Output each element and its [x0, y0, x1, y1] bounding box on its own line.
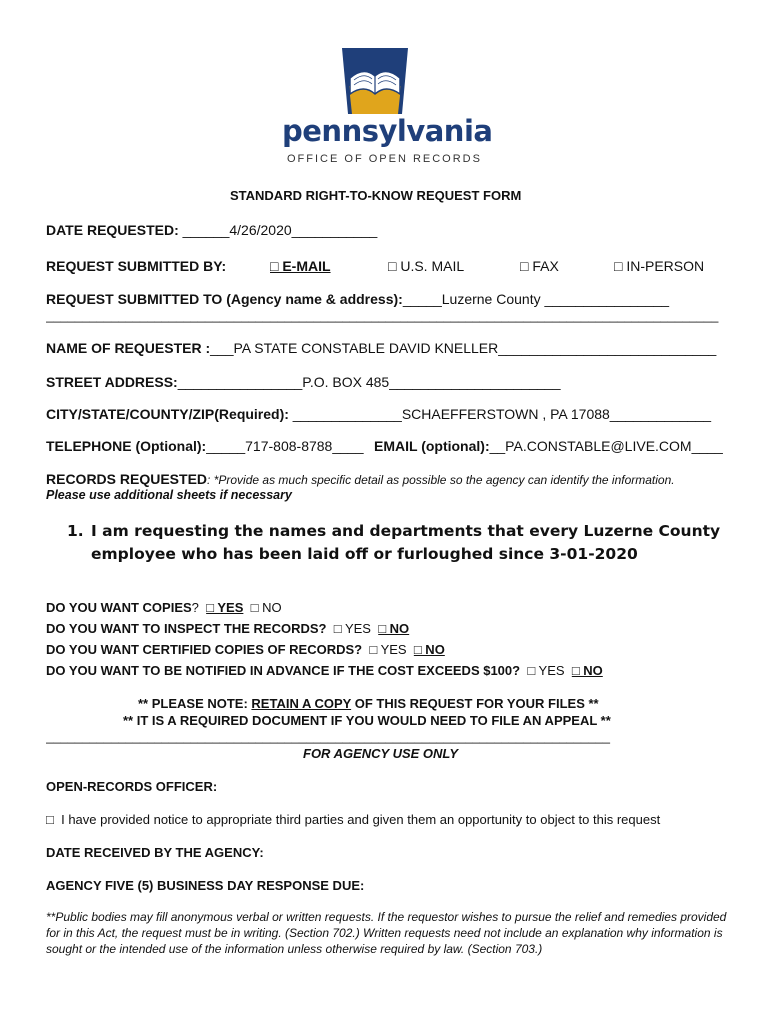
question-row-inspect	[46, 621, 409, 636]
inspect-yes-option[interactable]: □ YES	[333, 621, 371, 636]
city-label: CITY/STATE/COUNTY/ZIP(Required):	[46, 406, 289, 422]
street-value[interactable]: ________________P.O. BOX 485______________________	[177, 374, 561, 390]
retain-copy-note	[138, 696, 599, 711]
notify-no-option[interactable]: □ NO	[571, 663, 603, 678]
records-requested-row	[46, 471, 675, 489]
requester-name-row	[46, 340, 716, 356]
date-received-label: DATE RECEIVED BY THE AGENCY:	[46, 845, 264, 860]
submitted-by-label: REQUEST SUBMITTED BY:	[46, 258, 227, 274]
copies-no-option[interactable]: □ NO	[250, 600, 282, 615]
third-party-checkbox[interactable]: □	[46, 812, 54, 827]
agency-use-heading: FOR AGENCY USE ONLY	[303, 746, 459, 761]
date-requested-value[interactable]: ______4/26/2020___________	[182, 222, 378, 238]
certified-yes-option[interactable]: □ YES	[369, 642, 407, 657]
open-records-officer-label: OPEN-RECORDS OFFICER:	[46, 779, 218, 794]
question-text: DO YOU WANT CERTIFIED COPIES OF RECORDS?	[46, 642, 363, 657]
city-value[interactable]: ______________SCHAEFFERSTOWN , PA 17088_____________	[288, 406, 712, 422]
requester-name-value[interactable]: ___PA STATE CONSTABLE DAVID KNELLER____________________________	[210, 340, 717, 356]
street-label: STREET ADDRESS:	[46, 374, 178, 390]
inspect-no-option[interactable]: □ NO	[378, 621, 410, 636]
telephone-value[interactable]: _____717-808-8788____	[206, 438, 364, 454]
keystone-book-icon	[338, 48, 412, 118]
question-text: DO YOU WANT TO INSPECT THE RECORDS?	[46, 621, 327, 636]
option-us-mail[interactable]: □ U.S. MAIL	[388, 258, 465, 274]
third-party-notice-row	[46, 812, 660, 827]
telephone-label: TELEPHONE (Optional):	[46, 438, 207, 454]
submitted-to-line2[interactable]: _____________________________________________________________________________________________	[46, 308, 719, 323]
appeal-note: ** IT IS A REQUIRED DOCUMENT IF YOU WOULD NEED TO FILE AN APPEAL **	[123, 713, 611, 728]
option-in-person[interactable]: □ IN-PERSON	[614, 258, 705, 274]
question-tail: ?	[191, 600, 199, 615]
question-row-copies	[46, 600, 282, 615]
note-suffix: OF THIS REQUEST FOR YOUR FILES **	[351, 696, 599, 711]
question-row-certified	[46, 642, 445, 657]
street-row	[46, 374, 561, 390]
form-title: STANDARD RIGHT-TO-KNOW REQUEST FORM	[230, 188, 522, 203]
footer-legal-note: **Public bodies may fill anonymous verbal or written requests. If the requestor wishes to pursue the relief and remedies provided for in this Act, the request must be in writing. (Section 702.) Written requests need not include an explanation why information is sought or the intended use of the information unless otherwise required by law. (Section 703.)	[46, 910, 727, 956]
records-instruction: : *Provide as much specific detail as possible so the agency can identify the information.	[207, 473, 675, 487]
email-label: EMAIL (optional):	[374, 438, 490, 454]
logo-wordmark: pennsylvania	[282, 114, 493, 148]
copies-yes-option[interactable]: □ YES	[206, 600, 244, 615]
request-item-text[interactable]: I am requesting the names and departments that every Luzerne County employee who has been laid off or furloughed since 3-01-2020	[91, 522, 721, 563]
certified-no-option[interactable]: □ NO	[413, 642, 445, 657]
agency-divider: ______________________________________________________________________________	[46, 729, 610, 744]
question-text: DO YOU WANT COPIES	[46, 600, 192, 615]
logo-subtitle: OFFICE OF OPEN RECORDS	[287, 153, 482, 165]
response-due-label: AGENCY FIVE (5) BUSINESS DAY RESPONSE DUE:	[46, 878, 365, 893]
question-row-notify	[46, 663, 603, 678]
option-email[interactable]: □ E-MAIL	[270, 258, 331, 274]
submitted-to-value[interactable]: _____Luzerne County ________________	[402, 291, 670, 307]
telephone-row	[46, 438, 363, 454]
city-row	[46, 406, 711, 422]
notify-yes-option[interactable]: □ YES	[527, 663, 565, 678]
submitted-to-label: REQUEST SUBMITTED TO (Agency name & address):	[46, 291, 403, 307]
option-fax[interactable]: □ FAX	[520, 258, 559, 274]
date-requested-row	[46, 222, 377, 238]
question-text: DO YOU WANT TO BE NOTIFIED IN ADVANCE IF THE COST EXCEEDS $100?	[46, 663, 521, 678]
records-requested-label: RECORDS REQUESTED	[46, 471, 208, 487]
records-instruction-2: Please use additional sheets if necessary	[46, 488, 292, 502]
submitted-to-row	[46, 291, 669, 307]
third-party-notice-text: I have provided notice to appropriate third parties and given them an opportunity to object to this request	[61, 812, 661, 827]
request-item-number: 1.	[67, 522, 84, 540]
note-prefix: ** PLEASE NOTE:	[138, 696, 252, 711]
requester-name-label: NAME OF REQUESTER :	[46, 340, 211, 356]
date-requested-label: DATE REQUESTED:	[46, 222, 179, 238]
email-value[interactable]: __PA.CONSTABLE@LIVE.COM____	[489, 438, 723, 454]
email-row	[374, 438, 723, 454]
note-underlined: RETAIN A COPY	[251, 696, 352, 711]
pa-logo	[338, 48, 412, 118]
